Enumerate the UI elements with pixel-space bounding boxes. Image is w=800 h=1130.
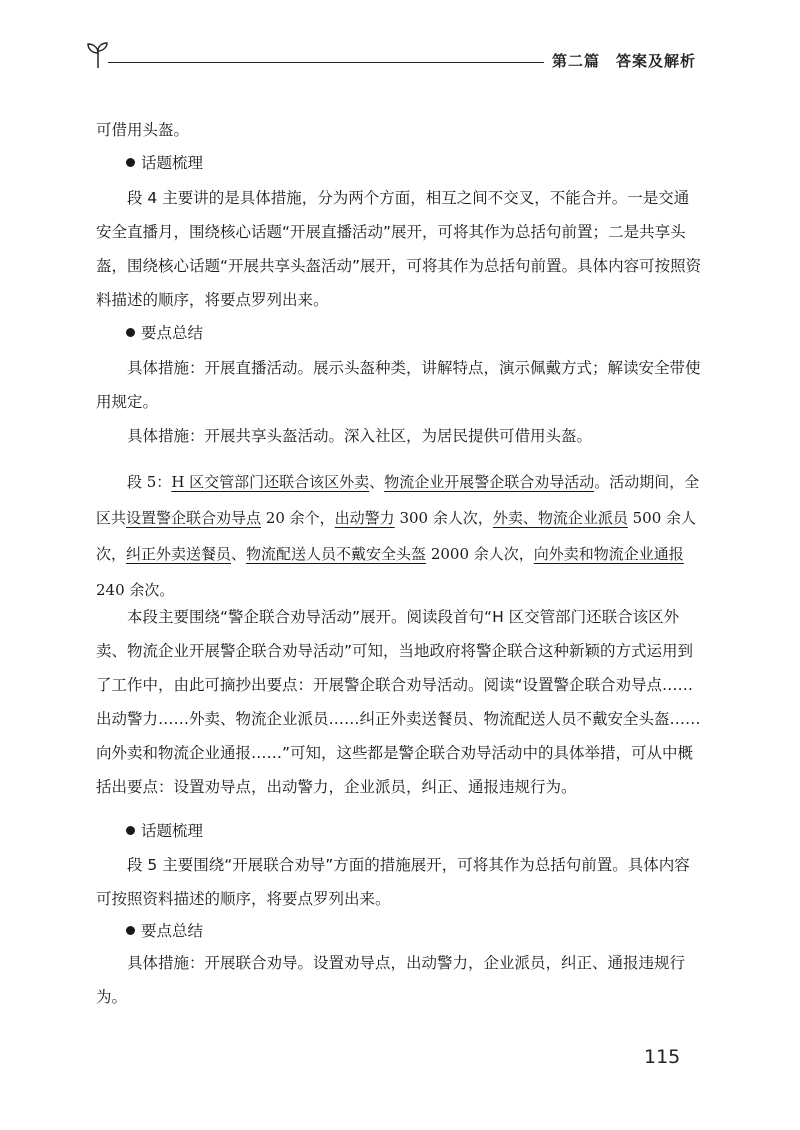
section-title: 第二篇 答案及解析 [552,52,697,70]
paragraph: 具体措施：开展直播活动。展示头盔种类，讲解特点，演示佩戴方式；解读安全带使用规定。 [96,359,701,411]
bullet-icon [126,158,135,167]
underlined-phrase: 物流企业开展警企联合劝导活动 [384,473,595,491]
bullet-icon [126,826,135,835]
page-header [0,0,800,90]
subheading-topic: 话题梳理 [126,146,203,180]
subheading-topic: 话题梳理 [126,814,203,848]
underlined-phrase: 设置警企联合劝导点 [126,509,262,527]
paragraph: 段 4 主要讲的是具体措施，分为两个方面，相互之间不交叉，不能合并。一是交通安全直播月，围绕核心话题“开展直播活动”展开，可将其作为总括句前置；二是共享头盔，围绕核心话题“开展共享头盔活动”展开，可将其作为总括句前置。具体内容可按照资料描述的顺序，将要点罗列出来。 [96,189,702,309]
page-number: 115 [644,1046,681,1068]
underlined-phrase: 外卖、物流企业派员 [492,509,628,527]
underlined-phrase: H 区交管部门还联合该区外卖 [171,473,370,491]
source-paragraph: 段 5：H 区交管部门还联合该区外卖、物流企业开展警企联合劝导活动。活动期间，全区共设置警企联合劝导点 20 余个，出动警力 300 余人次，外卖、物流企业派员 500 余人次，纠正外卖送餐员、物流配送人员不戴安全头盔 2000 余人次，向外卖和物流企业通报 240 余次。 [96,473,700,599]
paragraph: 具体措施：开展共享头盔活动。深入社区，为居民提供可借用头盔。 [127,427,593,445]
paragraph: 可借用头盔。 [96,121,190,139]
bullet-icon [126,926,135,935]
paragraph: 段 5 主要围绕“开展联合劝导”方面的措施展开，可将其作为总括句前置。具体内容可按照资料描述的顺序，将要点罗列出来。 [96,856,690,908]
subheading-summary: 要点总结 [126,914,203,948]
bullet-icon [126,328,135,337]
paragraph: 本段主要围绕“警企联合劝导活动”展开。阅读段首句“H 区交管部门还联合该区外卖、物流企业开展警企联合劝导活动”可知，当地政府将警企联合这种新颖的方式运用到了工作中，由此可摘抄出要点：开展警企联合劝导活动。阅读“设置警企联合劝导点……出动警力……外卖、物流企业派员……纠正外卖送餐员、物流配送人员不戴安全头盔……向外卖和物流企业通报……”可知，这些都是警企联合劝导活动中的具体举措，可从中概括出要点：设置劝导点，出动警力，企业派员，纠正、通报违规行为。 [96,608,701,796]
subheading-summary: 要点总结 [126,316,203,350]
underlined-phrase: 向外卖和物流企业通报 [533,545,684,563]
underlined-phrase: 纠正外卖送餐员 [126,545,232,563]
header-rule [108,62,544,63]
underlined-phrase: 出动警力 [334,509,395,527]
underlined-phrase: 物流配送人员不戴安全头盔 [246,545,427,563]
paragraph: 具体措施：开展联合劝导。设置劝导点，出动警力，企业派员，纠正、通报违规行为。 [96,954,686,1006]
sprout-icon [86,40,110,70]
